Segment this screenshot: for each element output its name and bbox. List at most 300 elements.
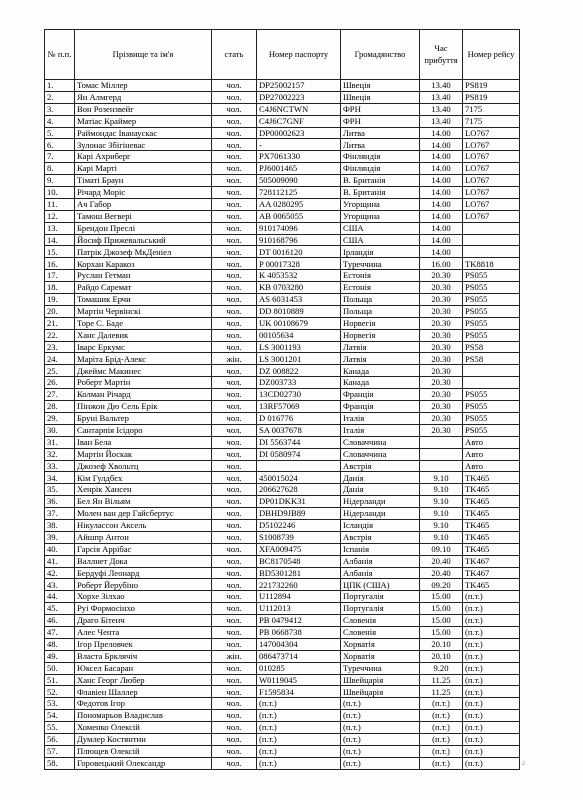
table-row (45, 448, 520, 460)
row-name: Роберт Йерубіно (75, 579, 212, 591)
row-arrival-time: 14.00 (420, 222, 463, 234)
row-sex: жін. (212, 650, 257, 662)
row-sex: чол. (212, 258, 257, 270)
row-name: Хорхе Зілхао (75, 591, 212, 603)
row-number: 13. (45, 222, 75, 234)
header-sex: стать (212, 30, 257, 80)
row-passport: AA 0280295 (257, 198, 341, 210)
row-sex: чол. (212, 472, 257, 484)
row-name: Айшпр Антон (75, 531, 212, 543)
row-citizenship: Португалія (341, 591, 420, 603)
row-citizenship: Ірландія (341, 246, 420, 258)
row-flight: TK8818 (463, 258, 520, 270)
row-name: Мартін Червінскі (75, 305, 212, 317)
row-arrival-time: 20.10 (420, 638, 463, 650)
row-citizenship: Словенія (341, 626, 420, 638)
row-arrival-time: 20.30 (420, 270, 463, 282)
row-number: 32. (45, 448, 75, 460)
row-arrival-time: 14.00 (420, 127, 463, 139)
row-sex: жін. (212, 353, 257, 365)
row-arrival-time: 15.00 (420, 603, 463, 615)
row-arrival-time: 20.30 (420, 282, 463, 294)
row-citizenship: (п.т.) (341, 745, 420, 757)
table-row (45, 508, 520, 520)
row-arrival-time: 15.00 (420, 615, 463, 627)
row-sex: чол. (212, 282, 257, 294)
row-citizenship: Польща (341, 305, 420, 317)
row-arrival-time: 09.20 (420, 579, 463, 591)
row-arrival-time: 14.00 (420, 246, 463, 258)
row-sex: чол. (212, 531, 257, 543)
row-flight: PS055 (463, 305, 520, 317)
row-number: 12. (45, 210, 75, 222)
row-arrival-time: 20.30 (420, 329, 463, 341)
row-citizenship: Латвія (341, 353, 420, 365)
row-number: 58. (45, 757, 75, 769)
row-sex: чол. (212, 662, 257, 674)
table-row (45, 127, 520, 139)
row-arrival-time: 20.30 (420, 317, 463, 329)
row-passport: - (257, 139, 341, 151)
table-row (45, 555, 520, 567)
row-sex: чол. (212, 163, 257, 175)
table-row (45, 353, 520, 365)
row-sex: чол. (212, 710, 257, 722)
row-flight: TK467 (463, 567, 520, 579)
row-number: 54. (45, 710, 75, 722)
row-number: 6. (45, 139, 75, 151)
row-name: Бруні Вальтер (75, 412, 212, 424)
row-citizenship: Канада (341, 365, 420, 377)
row-flight: PS819 (463, 80, 520, 92)
row-number: 49. (45, 650, 75, 662)
row-name: Ханс Георг Любер (75, 674, 212, 686)
row-arrival-time: 14.00 (420, 139, 463, 151)
row-number: 35. (45, 484, 75, 496)
header-citizenship: Громадянство (341, 30, 420, 80)
table-row (45, 91, 520, 103)
table-row (45, 436, 520, 448)
row-name: Раймондас Іванаускас (75, 127, 212, 139)
row-number: 41. (45, 555, 75, 567)
row-sex: чол. (212, 567, 257, 579)
row-arrival-time: 20.30 (420, 353, 463, 365)
row-passport: 010285 (257, 662, 341, 674)
table-body (45, 80, 520, 770)
row-flight (463, 377, 520, 389)
row-arrival-time: 15.00 (420, 626, 463, 638)
row-number: 27. (45, 389, 75, 401)
row-arrival-time: 20.30 (420, 389, 463, 401)
row-passport: (п.т.) (257, 722, 341, 734)
row-name: Маріта Брід-Алекс (75, 353, 212, 365)
row-number: 3. (45, 103, 75, 115)
row-arrival-time: (п.т.) (420, 733, 463, 745)
row-passport: DZ 008822 (257, 365, 341, 377)
row-arrival-time (420, 436, 463, 448)
row-passport: C4J6C7GNF (257, 115, 341, 127)
row-name: Зулонас Збігіневас (75, 139, 212, 151)
row-passport: DP00002623 (257, 127, 341, 139)
row-sex: чол. (212, 127, 257, 139)
row-number: 37. (45, 508, 75, 520)
row-name: Валлнет Дока (75, 555, 212, 567)
row-flight: PS055 (463, 294, 520, 306)
row-sex: чол. (212, 139, 257, 151)
table-row (45, 757, 520, 769)
row-sex: чол. (212, 234, 257, 246)
row-arrival-time: 11.25 (420, 674, 463, 686)
row-name: Ян Алмгерд (75, 91, 212, 103)
row-citizenship: Данія (341, 484, 420, 496)
row-passport: DD 8010889 (257, 305, 341, 317)
row-flight: Авто (463, 436, 520, 448)
row-name: Тіматі Браун (75, 175, 212, 187)
row-passport: LS 3001193 (257, 341, 341, 353)
row-number: 42. (45, 567, 75, 579)
row-sex: чол. (212, 294, 257, 306)
row-number: 23. (45, 341, 75, 353)
row-arrival-time: 20.40 (420, 567, 463, 579)
row-number: 7. (45, 151, 75, 163)
row-passport: 505009090 (257, 175, 341, 187)
row-flight: PS055 (463, 317, 520, 329)
header-name: Прізвище та ім'я (75, 30, 212, 80)
row-arrival-time: 20.30 (420, 401, 463, 413)
row-citizenship: Фінляндія (341, 151, 420, 163)
row-sex: чол. (212, 80, 257, 92)
row-arrival-time: 20.30 (420, 305, 463, 317)
table-row (45, 341, 520, 353)
row-passport: DP25002157 (257, 80, 341, 92)
row-citizenship: Албанія (341, 555, 420, 567)
row-citizenship: Норвегія (341, 317, 420, 329)
row-arrival-time: 20.40 (420, 555, 463, 567)
row-flight (463, 365, 520, 377)
row-passport: PB 0479412 (257, 615, 341, 627)
row-flight: (п.т.) (463, 745, 520, 757)
row-number: 48. (45, 638, 75, 650)
row-sex: чол. (212, 270, 257, 282)
row-passport: K 4053532 (257, 270, 341, 282)
row-arrival-time: (п.т.) (420, 722, 463, 734)
table-row (45, 519, 520, 531)
row-number: 56. (45, 733, 75, 745)
row-arrival-time: 9.10 (420, 508, 463, 520)
table-row (45, 222, 520, 234)
row-name: Ігор Преловчек (75, 638, 212, 650)
row-citizenship: ФРН (341, 103, 420, 115)
table-row (45, 603, 520, 615)
row-passport: UK 00108679 (257, 317, 341, 329)
row-number: 24. (45, 353, 75, 365)
row-sex: чол. (212, 198, 257, 210)
row-name: Гарсія Аррібас (75, 543, 212, 555)
row-number: 52. (45, 686, 75, 698)
row-flight: LO767 (463, 187, 520, 199)
table-row (45, 377, 520, 389)
row-citizenship: (п.т.) (341, 710, 420, 722)
row-flight (463, 246, 520, 258)
table-row (45, 484, 520, 496)
row-citizenship: Польща (341, 294, 420, 306)
row-passport: DP27002223 (257, 91, 341, 103)
row-flight: PS055 (463, 401, 520, 413)
row-name: Кім Гулдбєх (75, 472, 212, 484)
row-passport: LS 3001201 (257, 353, 341, 365)
row-sex: чол. (212, 175, 257, 187)
row-passport: 910174096 (257, 222, 341, 234)
row-sex: чол. (212, 305, 257, 317)
row-number: 45. (45, 603, 75, 615)
row-number: 9. (45, 175, 75, 187)
row-name: Нікуласcон Аксель (75, 519, 212, 531)
row-citizenship: США (341, 222, 420, 234)
row-sex: чол. (212, 91, 257, 103)
row-sex: чол. (212, 591, 257, 603)
row-sex: чол. (212, 210, 257, 222)
row-citizenship: Португалія (341, 603, 420, 615)
row-number: 46. (45, 615, 75, 627)
row-sex: чол. (212, 377, 257, 389)
row-citizenship: Хорватія (341, 638, 420, 650)
row-arrival-time: (п.т.) (420, 757, 463, 769)
row-name: Пінжон Дю Сель Ерік (75, 401, 212, 413)
row-passport: (п.т.) (257, 757, 341, 769)
row-name: Матіас Краймер (75, 115, 212, 127)
row-number: 55. (45, 722, 75, 734)
row-flight: PS055 (463, 270, 520, 282)
row-name: Плющев Олексій (75, 745, 212, 757)
header-num: № п.п. (45, 30, 75, 80)
row-number: 51. (45, 674, 75, 686)
row-citizenship: Туреччина (341, 662, 420, 674)
row-sex: чол. (212, 246, 257, 258)
row-sex: чол. (212, 674, 257, 686)
passenger-table (44, 29, 520, 770)
row-arrival-time: (п.т.) (420, 710, 463, 722)
row-number: 29. (45, 412, 75, 424)
row-sex: чол. (212, 745, 257, 757)
table-row (45, 591, 520, 603)
row-passport (257, 460, 341, 472)
row-name: Томас Міллер (75, 80, 212, 92)
row-sex: чол. (212, 412, 257, 424)
row-citizenship: Австрія (341, 460, 420, 472)
row-citizenship: ЦПК (США) (341, 579, 420, 591)
row-flight: PS055 (463, 424, 520, 436)
row-arrival-time: 14.00 (420, 151, 463, 163)
row-flight: LO767 (463, 175, 520, 187)
row-name: Патрік Джозеф МкДеніел (75, 246, 212, 258)
row-citizenship: Литва (341, 127, 420, 139)
row-passport: 910168796 (257, 234, 341, 246)
table-row (45, 472, 520, 484)
row-arrival-time: (п.т.) (420, 698, 463, 710)
row-flight: LO767 (463, 127, 520, 139)
row-passport: (п.т.) (257, 745, 341, 757)
row-number: 2. (45, 91, 75, 103)
row-name: Джозеф Хвольтц (75, 460, 212, 472)
row-number: 50. (45, 662, 75, 674)
row-number: 33. (45, 460, 75, 472)
row-name: Мартін Йоскак (75, 448, 212, 460)
table-row (45, 424, 520, 436)
row-flight: PS58 (463, 341, 520, 353)
row-name: Томашик Ерчи (75, 294, 212, 306)
row-name: Тамош Вегвері (75, 210, 212, 222)
row-sex: чол. (212, 686, 257, 698)
row-name: Торе С. Баде (75, 317, 212, 329)
row-name: Іван Бела (75, 436, 212, 448)
table-row (45, 686, 520, 698)
row-number: 11. (45, 198, 75, 210)
row-name: Руі Формосінхо (75, 603, 212, 615)
row-name: Роберт Мартін (75, 377, 212, 389)
row-passport: 13RF57069 (257, 401, 341, 413)
row-sex: чол. (212, 222, 257, 234)
row-arrival-time (420, 460, 463, 472)
row-sex: чол. (212, 389, 257, 401)
row-arrival-time: 20.10 (420, 650, 463, 662)
table-row (45, 531, 520, 543)
row-arrival-time: (п.т.) (420, 745, 463, 757)
row-name: Власта Брклячіч (75, 650, 212, 662)
row-citizenship: Албанія (341, 567, 420, 579)
table-row (45, 317, 520, 329)
row-citizenship: В. Британія (341, 175, 420, 187)
table-row (45, 698, 520, 710)
row-number: 26. (45, 377, 75, 389)
row-flight: TK465 (463, 543, 520, 555)
row-flight: (п.т.) (463, 710, 520, 722)
row-flight: 7175 (463, 115, 520, 127)
table-row (45, 626, 520, 638)
row-name: Бердуфі Леонард (75, 567, 212, 579)
row-citizenship: ФРН (341, 115, 420, 127)
row-passport: (п.т.) (257, 733, 341, 745)
row-number: 5. (45, 127, 75, 139)
row-citizenship: Словенія (341, 615, 420, 627)
row-name: Алес Чента (75, 626, 212, 638)
row-sex: чол. (212, 508, 257, 520)
row-sex: чол. (212, 496, 257, 508)
row-flight: PS055 (463, 282, 520, 294)
row-flight: LO767 (463, 163, 520, 175)
row-arrival-time: 14.00 (420, 210, 463, 222)
table-row (45, 543, 520, 555)
table-row (45, 258, 520, 270)
row-citizenship: Канада (341, 377, 420, 389)
row-sex: чол. (212, 638, 257, 650)
row-flight: PS055 (463, 389, 520, 401)
row-flight: TK465 (463, 508, 520, 520)
row-name: Корхан Каракоз (75, 258, 212, 270)
row-flight: LO767 (463, 151, 520, 163)
row-arrival-time: 09.10 (420, 543, 463, 555)
row-citizenship: США (341, 234, 420, 246)
row-number: 40. (45, 543, 75, 555)
row-arrival-time: 20.30 (420, 377, 463, 389)
row-flight: PS58 (463, 353, 520, 365)
row-arrival-time: 9.10 (420, 484, 463, 496)
row-arrival-time: 20.30 (420, 365, 463, 377)
row-number: 17. (45, 270, 75, 282)
row-citizenship: (п.т.) (341, 733, 420, 745)
row-name: Вон Розензвейг (75, 103, 212, 115)
table-row (45, 733, 520, 745)
row-number: 10. (45, 187, 75, 199)
row-number: 53. (45, 698, 75, 710)
table-row (45, 305, 520, 317)
table-header-row (45, 30, 520, 80)
row-passport: DBHD9JB89 (257, 508, 341, 520)
table-row (45, 412, 520, 424)
row-arrival-time: 20.30 (420, 424, 463, 436)
table-row (45, 722, 520, 734)
row-arrival-time: 20.30 (420, 294, 463, 306)
row-number: 20. (45, 305, 75, 317)
table-row (45, 151, 520, 163)
row-citizenship: (п.т.) (341, 698, 420, 710)
row-arrival-time: 9.10 (420, 496, 463, 508)
row-number: 1. (45, 80, 75, 92)
row-flight: PS055 (463, 412, 520, 424)
row-passport: 206627628 (257, 484, 341, 496)
row-number: 36. (45, 496, 75, 508)
row-passport: KB 0703280 (257, 282, 341, 294)
row-arrival-time: 13.40 (420, 103, 463, 115)
table-row (45, 710, 520, 722)
row-passport: U112013 (257, 603, 341, 615)
row-number: 44. (45, 591, 75, 603)
row-passport: DZ003733 (257, 377, 341, 389)
row-name: Ханс Далевик (75, 329, 212, 341)
row-sex: чол. (212, 460, 257, 472)
row-sex: чол. (212, 436, 257, 448)
row-passport: DI 5563744 (257, 436, 341, 448)
table-row (45, 460, 520, 472)
row-citizenship: Естонія (341, 282, 420, 294)
row-arrival-time: 9.10 (420, 519, 463, 531)
row-passport: U112894 (257, 591, 341, 603)
row-name: Джеймс Макинес (75, 365, 212, 377)
row-flight: TK465 (463, 519, 520, 531)
row-citizenship: Норвегія (341, 329, 420, 341)
row-sex: чол. (212, 484, 257, 496)
row-arrival-time: 14.00 (420, 163, 463, 175)
table-row (45, 270, 520, 282)
row-sex: чол. (212, 341, 257, 353)
row-flight: LO767 (463, 210, 520, 222)
row-passport: D5102246 (257, 519, 341, 531)
row-passport: S1008739 (257, 531, 341, 543)
row-citizenship: Угорщина (341, 210, 420, 222)
header-passport: Номер паспорту (257, 30, 341, 80)
row-name: Іварс Еркумс (75, 341, 212, 353)
row-number: 39. (45, 531, 75, 543)
row-number: 8. (45, 163, 75, 175)
row-arrival-time: 9.10 (420, 472, 463, 484)
row-arrival-time: 15.00 (420, 591, 463, 603)
row-citizenship: (п.т.) (341, 757, 420, 769)
row-number: 14. (45, 234, 75, 246)
row-passport: 221732260 (257, 579, 341, 591)
table-row (45, 198, 520, 210)
row-name: Йосиф Прижевальський (75, 234, 212, 246)
row-arrival-time: 14.00 (420, 198, 463, 210)
row-passport: (п.т.) (257, 710, 341, 722)
